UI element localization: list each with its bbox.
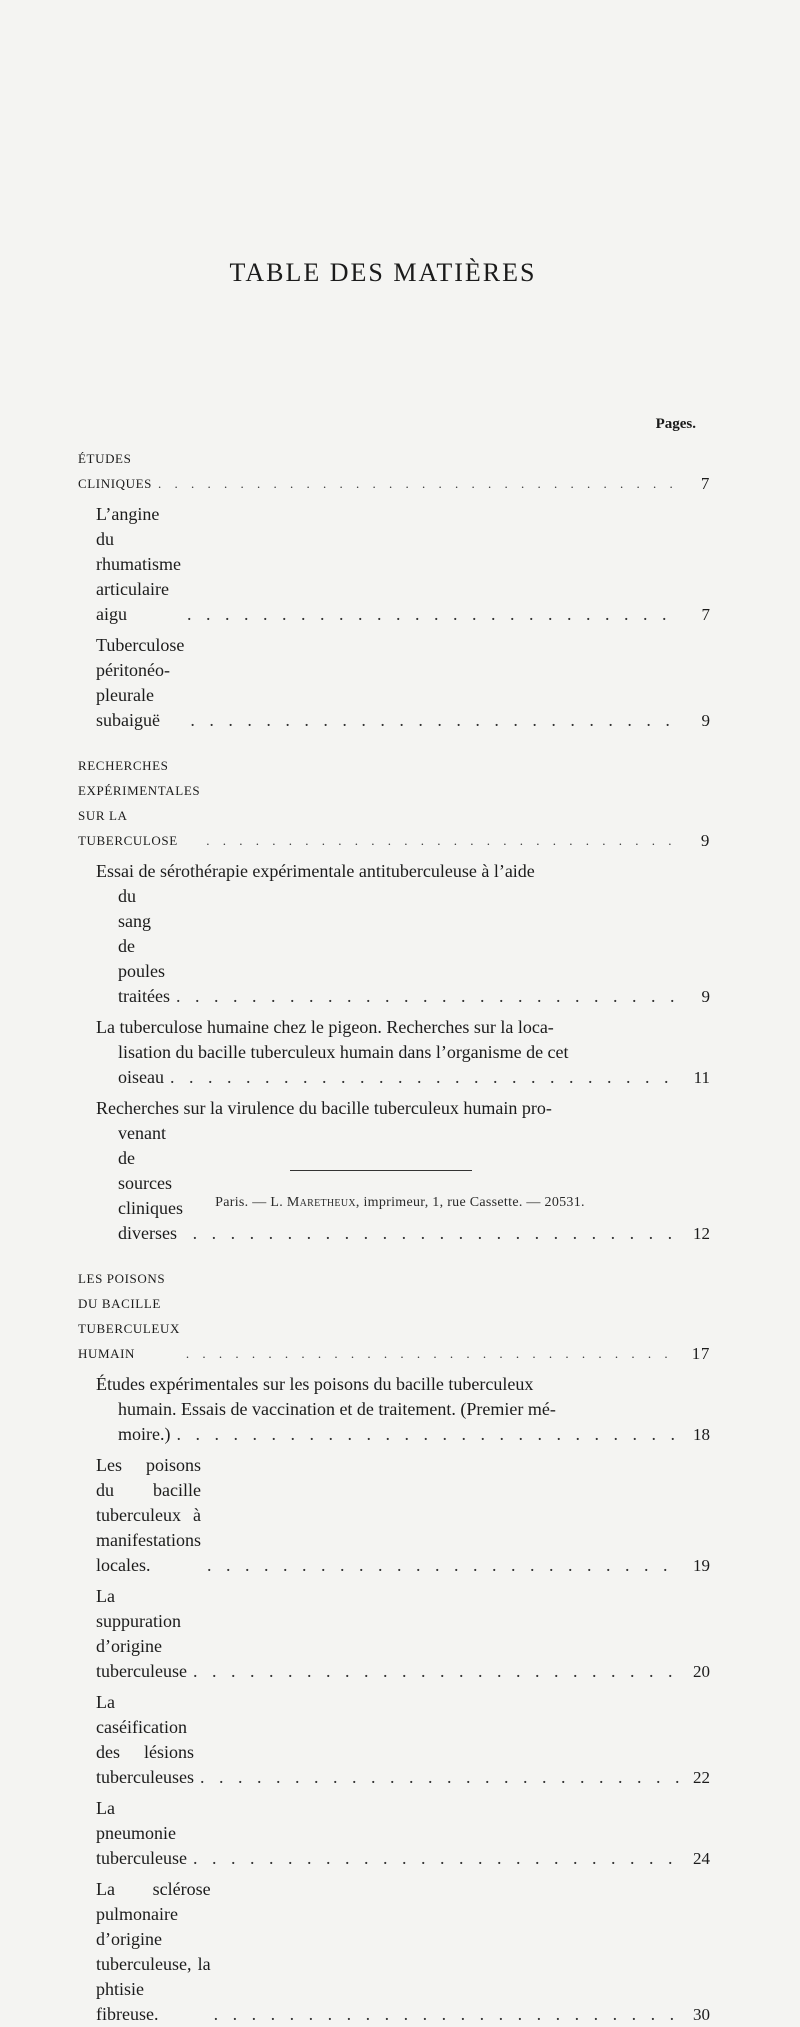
dot-leader <box>176 984 680 1009</box>
toc-page-number: 9 <box>701 987 710 1006</box>
dot-leader <box>200 1765 680 1790</box>
dot-leader <box>193 1846 680 1871</box>
toc-entry-line: Études expérimentales sur les poisons du bacille tuberculeux <box>96 1374 534 1394</box>
page-title: TABLE DES MATIÈRES <box>229 258 537 287</box>
toc-page-number: 17 <box>691 1344 710 1363</box>
toc-entry <box>78 1015 710 1090</box>
table-of-contents <box>78 446 710 2027</box>
toc-page-number: 19 <box>693 1556 710 1575</box>
imprint-printer-name: Maretheux <box>286 1195 356 1210</box>
toc-entry <box>78 1877 710 2027</box>
dot-leader <box>206 828 680 853</box>
toc-entry-label: Tuberculose péritonéo-pleurale subaiguë <box>96 635 185 730</box>
imprint-prefix: Paris. — L. <box>215 1195 284 1210</box>
toc-entry <box>78 1690 710 1790</box>
toc-entry-label: La pneumonie tuberculeuse <box>96 1798 187 1868</box>
dot-leader <box>187 602 680 627</box>
toc-entry-line: lisation du bacille tuberculeux humain dans l’organisme de cet <box>118 1042 569 1062</box>
toc-entry-label: Les poisons du bacille tuberculeux à manifestations locales. <box>96 1455 201 1575</box>
toc-entry-line: La tuberculose humaine chez le pigeon. Recherches sur la loca- <box>96 1017 554 1037</box>
toc-entry <box>78 1453 710 1578</box>
pages-column-heading: Pages. <box>655 416 696 432</box>
toc-page-number: 7 <box>701 605 710 624</box>
toc-entry-line: Essai de sérothérapie expérimentale antituberculeuse à l’aide <box>96 861 535 881</box>
toc-section <box>78 753 710 853</box>
toc-page-number: 12 <box>693 1224 710 1243</box>
toc-entry-label: L’angine du rhumatisme articulaire aigu <box>96 504 181 624</box>
dot-leader <box>193 1221 680 1246</box>
toc-page-number: 9 <box>701 711 710 730</box>
toc-entry-line: moire.) <box>118 1424 171 1444</box>
toc-entry-line: du sang de poules traitées <box>118 886 170 1006</box>
imprint-suffix: , imprimeur, 1, rue Cassette. — 20531. <box>355 1195 585 1210</box>
printer-imprint <box>0 1195 800 1211</box>
toc-entry <box>78 1796 710 1871</box>
toc-entry-label: La sclérose pulmonaire d’origine tuberculeuse, la phtisie fibreuse. <box>96 1879 211 2024</box>
toc-entry-label: La suppuration d’origine tuberculeuse <box>96 1586 187 1681</box>
dot-leader <box>207 1553 680 1578</box>
toc-entry-line: venant de sources cliniques diverses <box>118 1123 183 1243</box>
dot-leader <box>214 2002 683 2027</box>
dot-leader <box>186 1341 680 1366</box>
toc-section-label: RECHERCHES EXPÉRIMENTALES SUR LA TUBERCULOSE <box>78 758 201 848</box>
toc-entry <box>78 859 710 1009</box>
toc-section-label: LES POISONS DU BACILLE TUBERCULEUX HUMAIN <box>78 1271 180 1361</box>
toc-page-number: 11 <box>693 1068 710 1087</box>
toc-page-number: 24 <box>693 1849 710 1868</box>
toc-page-number: 9 <box>700 831 710 850</box>
toc-entry-label: La caséification des lésions tuberculeuses <box>96 1692 194 1787</box>
toc-entry <box>78 1372 710 1447</box>
toc-page-number: 20 <box>693 1662 710 1681</box>
dot-leader <box>170 1065 680 1090</box>
toc-page-number: 22 <box>693 1768 710 1787</box>
toc-entry-line: oiseau <box>118 1067 164 1087</box>
dot-leader <box>158 471 680 496</box>
toc-page-number: 7 <box>700 474 710 493</box>
toc-page-number: 30 <box>693 2005 710 2024</box>
toc-section-label: ÉTUDES CLINIQUES <box>78 451 153 491</box>
toc-entry <box>78 502 710 627</box>
toc-section <box>78 1266 710 1366</box>
toc-entry <box>78 633 710 733</box>
dot-leader <box>193 1659 680 1684</box>
toc-section <box>78 446 710 496</box>
dot-leader <box>190 708 680 733</box>
toc-entry-line: humain. Essais de vaccination et de traitement. (Premier mé- <box>118 1399 556 1419</box>
toc-entry-line: Recherches sur la virulence du bacille tuberculeux humain pro- <box>96 1098 552 1118</box>
footer-rule <box>290 1170 472 1171</box>
toc-entry <box>78 1096 710 1246</box>
toc-entry <box>78 1584 710 1684</box>
dot-leader <box>176 1422 680 1447</box>
toc-page-number: 18 <box>693 1425 710 1444</box>
